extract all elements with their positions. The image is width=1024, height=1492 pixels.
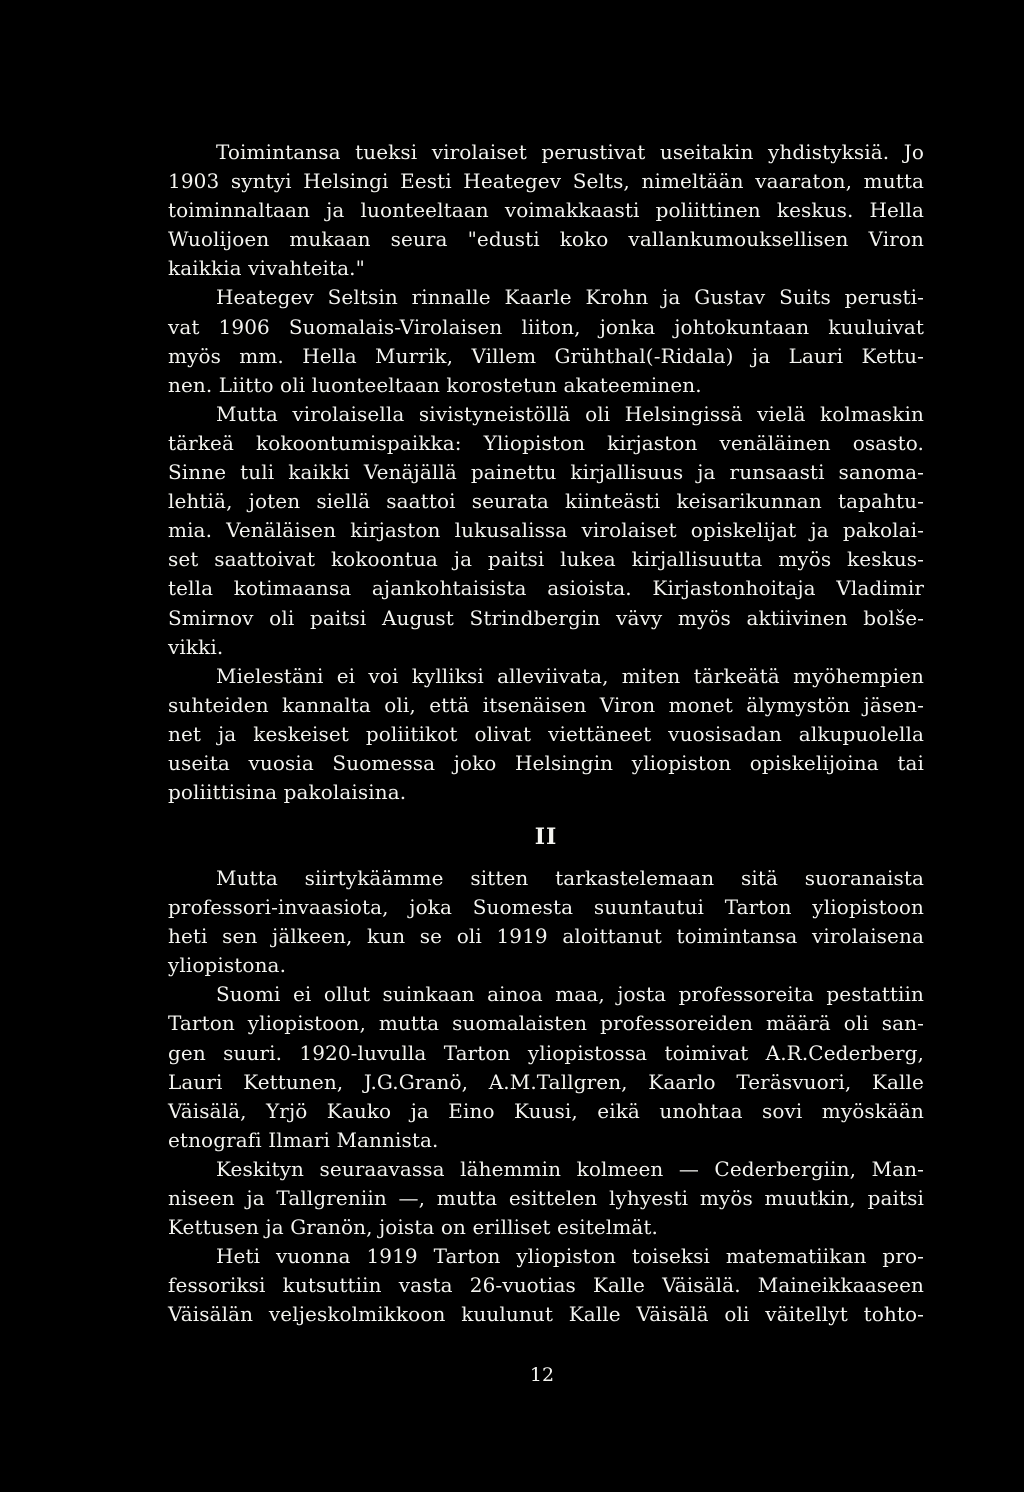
text-line: gen suuri. 1920-luvulla Tarton yliopistossa toimivat A.R.Cederberg, bbox=[168, 1040, 924, 1065]
section-heading: II bbox=[534, 824, 558, 850]
text-line: Keskityn seuraavassa lähemmin kolmeen — Cederbergiin, Man- bbox=[216, 1156, 924, 1181]
text-line: niseen ja Tallgreniin —, mutta esittelen lyhyesti myös muutkin, paitsi bbox=[168, 1186, 924, 1211]
text-line: toiminnaltaan ja luonteeltaan voimakkaasti poliittinen keskus. Hella bbox=[168, 198, 924, 223]
text-line: nen. Liitto oli luonteeltaan korostetun akateeminen. bbox=[168, 372, 702, 397]
text-line: Toimintansa tueksi virolaiset perustivat useitakin yhdistyksiä. Jo bbox=[216, 140, 924, 164]
text-line: tella kotimaansa ajankohtaisista asioista. Kirjastonhoitaja Vladimir bbox=[168, 576, 924, 601]
text-line: useita vuosia Suomessa joko Helsingin yliopiston opiskelijoina tai bbox=[168, 750, 924, 775]
text-line: etnografi Ilmari Mannista. bbox=[168, 1127, 439, 1152]
text-line: Wuolijoen mukaan seura "edusti koko vallankumouksellisen Viron bbox=[168, 227, 924, 252]
text-line: Mutta siirtykäämme sitten tarkastelemaan sitä suoranaista bbox=[216, 866, 924, 890]
text-line: Heategev Seltsin rinnalle Kaarle Krohn ja Gustav Suits perusti- bbox=[216, 285, 924, 310]
section-2 bbox=[168, 864, 924, 1330]
text-line: Sinne tuli kaikki Venäjällä painettu kirjallisuus ja runsaasti sanoma- bbox=[168, 460, 924, 485]
text-line: suhteiden kannalta oli, että itsenäisen Viron monet älymystön jäsen- bbox=[168, 692, 924, 717]
text-line: Mutta virolaisella sivistyneistöllä oli Helsingissä vielä kolmaskin bbox=[216, 401, 924, 426]
text-line: Mielestäni ei voi kylliksi alleviivata, miten tärkeätä myöhempien bbox=[216, 663, 924, 688]
text-line: tärkeä kokoontumispaikka: Yliopiston kirjaston venäläinen osasto. bbox=[168, 430, 924, 455]
text-line: heti sen jälkeen, kun se oli 1919 aloittanut toimintansa virolaisena bbox=[168, 924, 924, 949]
text-line: Kettusen ja Granön, joista on erilliset esitelmät. bbox=[168, 1215, 659, 1240]
text-line: fessoriksi kutsuttiin vasta 26-vuotias Kalle Väisälä. Maineikkaaseen bbox=[168, 1273, 924, 1298]
text-line: 1903 syntyi Helsingi Eesti Heategev Selts, nimeltään vaaraton, mutta bbox=[168, 169, 924, 194]
text-line: Smirnov oli paitsi August Strindbergin vävy myös aktiivinen bolše- bbox=[168, 605, 924, 630]
text-line: Väisälän veljeskolmikkoon kuulunut Kalle Väisälä oli väitellyt tohto- bbox=[168, 1302, 924, 1327]
page-number: 12 bbox=[529, 1364, 555, 1386]
text-line: Lauri Kettunen, J.G.Granö, A.M.Tallgren, Kaarlo Teräsvuori, Kalle bbox=[168, 1069, 924, 1094]
text-line: set saattoivat kokoontua ja paitsi lukea kirjallisuutta myös keskus- bbox=[168, 547, 924, 572]
text-line: vat 1906 Suomalais-Virolaisen liiton, jonka johtokuntaan kuuluivat bbox=[168, 314, 924, 339]
text-line: Väisälä, Yrjö Kauko ja Eino Kuusi, eikä unohtaa sovi myöskään bbox=[168, 1098, 924, 1123]
text-line: vikki. bbox=[168, 634, 224, 659]
text-line: myös mm. Hella Murrik, Villem Grühthal(-Ridala) ja Lauri Kettu- bbox=[168, 343, 924, 368]
text-line: mia. Venäläisen kirjaston lukusalissa virolaiset opiskelijat ja pakolai- bbox=[168, 518, 924, 543]
text-line: Tarton yliopistoon, mutta suomalaisten professoreiden määrä oli san- bbox=[168, 1011, 924, 1036]
text-line: poliittisina pakolaisina. bbox=[168, 780, 407, 805]
text-line: Suomi ei ollut suinkaan ainoa maa, josta professoreita pestattiin bbox=[216, 982, 924, 1007]
text-line: kaikkia vivahteita." bbox=[168, 256, 365, 281]
text-line: professori-invaasiota, joka Suomesta suuntautui Tarton yliopistoon bbox=[168, 895, 924, 920]
text-line: net ja keskeiset poliitikot olivat viettäneet vuosisadan alkupuolella bbox=[168, 721, 924, 746]
section-1 bbox=[168, 138, 924, 807]
text-line: lehtiä, joten siellä saattoi seurata kiinteästi keisarikunnan tapahtu- bbox=[168, 489, 924, 514]
text-line: yliopistona. bbox=[168, 953, 287, 978]
text-line: Heti vuonna 1919 Tarton yliopiston toiseksi matematiikan pro- bbox=[216, 1244, 924, 1269]
